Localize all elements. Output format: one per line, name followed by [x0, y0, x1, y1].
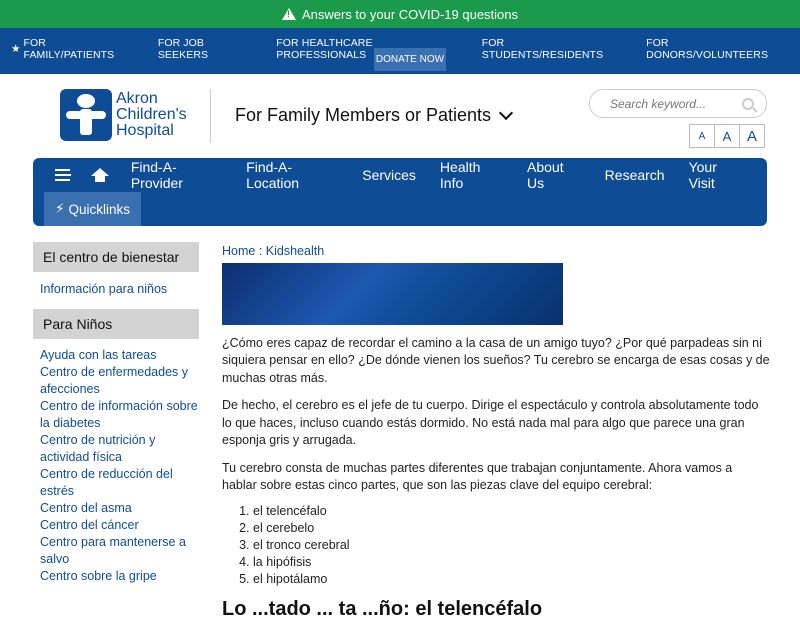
- quicklinks-button[interactable]: ⚡ Quicklinks: [44, 192, 141, 226]
- main-nav: [33, 158, 767, 226]
- menu-icon[interactable]: [55, 169, 70, 181]
- home-icon[interactable]: [92, 168, 107, 182]
- sidebar-link-salvo[interactable]: Centro para mantenerse a salvo: [40, 535, 186, 566]
- font-size-medium-button[interactable]: A: [714, 124, 740, 148]
- sidebar-link-estres[interactable]: Centro de reducción del estrés: [40, 467, 173, 498]
- list-item: 1. el telencéfalo: [253, 503, 770, 520]
- section-selector[interactable]: [235, 105, 511, 126]
- search-icon[interactable]: [742, 98, 754, 110]
- audience-link-students[interactable]: FOR STUDENTS/RESIDENTS: [481, 37, 604, 61]
- sidebar-link-asma[interactable]: Centro del asma: [40, 501, 132, 515]
- brain-parts-list: [222, 503, 770, 589]
- section-heading: Lo ...tado ... ta ...ño: el telencéfalo: [222, 597, 543, 620]
- chevron-down-icon: [499, 105, 513, 119]
- search-box: [589, 89, 767, 118]
- logo-text: Akron Children's Hospital: [116, 90, 187, 139]
- audience-link-donors[interactable]: FOR DONORS/VOLUNTEERS: [646, 37, 769, 61]
- list-item: 3. el tronco cerebral: [253, 537, 770, 554]
- sidebar-link-cancer[interactable]: Centro del cáncer: [40, 518, 139, 532]
- donate-button[interactable]: DONATE NOW: [374, 48, 446, 71]
- logo-icon: [60, 89, 112, 141]
- sidebar-link-enfermedades[interactable]: Centro de enfermedades y afecciones: [40, 365, 189, 396]
- sidebar-link-info-ninos[interactable]: Información para niños: [40, 282, 168, 296]
- sidebar-link-nutricion[interactable]: Centro de nutrición y actividad física: [40, 433, 156, 464]
- paragraph-boss: De hecho, el cerebro es el jefe de tu cuerpo. Dirige el espectáculo y controla absolutamente todo lo que haces, incluso cuando estás dormido. No está nada mal para algo que parece una gran esponja gris y arrugada.: [222, 398, 759, 447]
- paragraph-intro: ¿Cómo eres capaz de recordar el camino a la casa de un amigo tuyo? ¿Por qué parpadeas sin ni siquiera pensar en ello? ¿De dónde vienen los sueños? Tu cerebro se encarga de esas cosas y de muchas otras más.: [222, 335, 770, 385]
- breadcrumb: Home : Kidshealth: [222, 244, 325, 258]
- lightning-icon: ⚡: [55, 201, 65, 216]
- warning-icon: [282, 8, 296, 20]
- nav-services[interactable]: Services: [362, 167, 416, 183]
- hospital-logo[interactable]: [60, 89, 187, 141]
- audience-link-family[interactable]: ★ FOR FAMILY/PATIENTS: [11, 37, 115, 61]
- covid-banner[interactable]: [0, 0, 800, 28]
- audience-link-job-seekers[interactable]: FOR JOB SEEKERS: [157, 37, 209, 61]
- font-size-large-button[interactable]: A: [739, 124, 765, 148]
- star-icon: ★: [11, 43, 21, 55]
- nav-your-visit[interactable]: Your Visit: [688, 159, 717, 191]
- search-input[interactable]: [610, 97, 742, 111]
- nav-find-a-location[interactable]: Find-A-Location: [246, 159, 300, 191]
- sidebar-link-gripe[interactable]: Centro sobre la gripe: [40, 569, 157, 583]
- font-size-controls: [690, 124, 765, 148]
- breadcrumb-current: Kidshealth: [265, 244, 325, 258]
- sidebar: [33, 242, 199, 585]
- nav-find-a-provider[interactable]: Find-A-Provider: [130, 159, 183, 191]
- list-item: 5. el hipotálamo: [253, 571, 770, 588]
- paragraph-parts: Tu cerebro consta de muchas partes diferentes que trabajan conjuntamente. Ahora vamos a hablar sobre estas cinco partes, que son las piezas clave del equipo cerebral:: [222, 460, 733, 492]
- font-size-small-button[interactable]: A: [689, 124, 715, 148]
- main-content: [222, 243, 770, 618]
- header-divider: [210, 89, 211, 143]
- kidshealth-banner: [222, 263, 563, 325]
- sidebar-link-tareas[interactable]: Ayuda con las tareas: [40, 348, 157, 362]
- covid-banner-text[interactable]: Answers to your COVID-19 questions: [301, 6, 519, 22]
- nav-about-us[interactable]: About Us: [527, 159, 564, 191]
- section-title: For Family Members or Patients: [235, 105, 492, 125]
- sidebar-link-diabetes[interactable]: Centro de información sobre la diabetes: [40, 399, 198, 430]
- audience-link-professionals[interactable]: FOR HEALTHCARE PROFESSIONALS: [276, 37, 373, 61]
- breadcrumb-home[interactable]: Home: [222, 244, 256, 258]
- list-item: 4. la hipófisis: [253, 554, 770, 571]
- list-item: 2. el cerebelo: [253, 520, 770, 537]
- nav-health-info[interactable]: Health Info: [439, 159, 481, 191]
- nav-research[interactable]: Research: [604, 167, 665, 183]
- sidebar-heading-para-ninos: Para Niños: [33, 309, 199, 339]
- sidebar-heading-wellness: El centro de bienestar: [33, 242, 199, 272]
